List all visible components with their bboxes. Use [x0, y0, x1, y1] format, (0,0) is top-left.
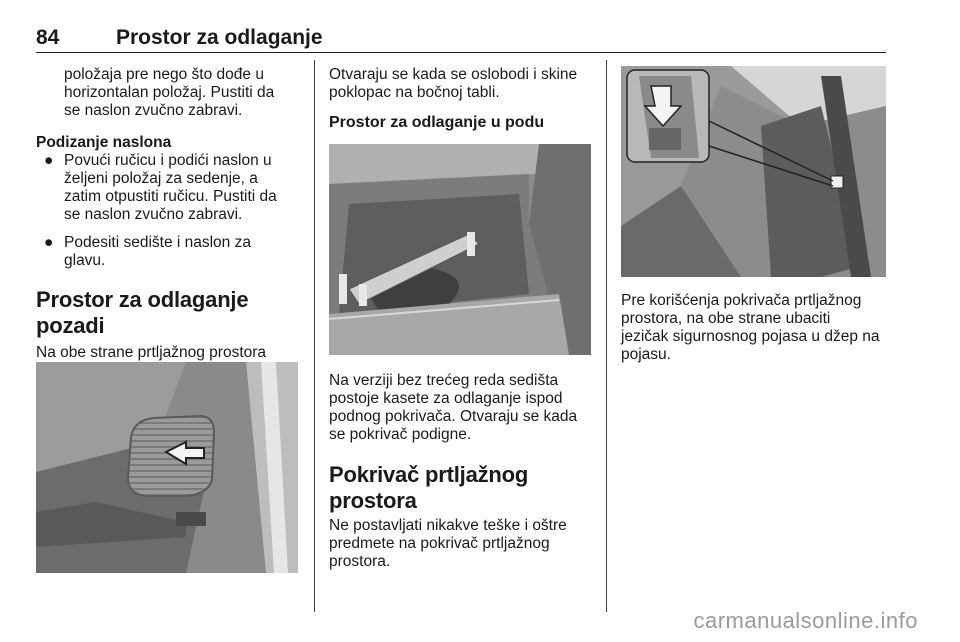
- text-line: prostora, na obe strane ubaciti: [621, 310, 831, 327]
- text-line: željeni položaj za sedenje, a: [64, 170, 258, 187]
- text-line: Na verziji bez trećeg reda sedišta: [329, 372, 559, 389]
- bullet-list: [36, 152, 306, 270]
- text-line: Otvaraju se kada se oslobodi i skine: [329, 66, 578, 83]
- text-line: postoje kasete za odlaganje ispod: [329, 390, 563, 407]
- floor-storage-illustration: [329, 144, 591, 355]
- page-number: 84: [36, 26, 60, 49]
- text-line: se naslon zvučno zabravi.: [64, 102, 243, 119]
- body-paragraph: [621, 292, 891, 364]
- text-line: zatim otpustiti ručicu. Pustiti da: [64, 188, 277, 205]
- subheading: Prostor za odlaganje u podu: [329, 114, 545, 131]
- body-paragraph: [329, 517, 599, 571]
- intro-paragraph: [329, 66, 599, 102]
- text-line: horizontalan položaj. Pustiti da: [64, 84, 275, 101]
- text-line: glavu.: [64, 252, 106, 269]
- column-divider: [606, 60, 607, 612]
- side-storage-illustration: [36, 362, 298, 573]
- text-line: Pre korišćenja pokrivača prtljažnog: [621, 292, 862, 309]
- text-line: Povući ručicu i podići naslon u: [64, 152, 272, 169]
- column-divider: [314, 60, 315, 612]
- text-line: predmete na pokrivač prtljažnog: [329, 535, 550, 552]
- column-left: [36, 66, 306, 380]
- text-line: Ne postavljati nikakve teške i oštre: [329, 517, 567, 534]
- page-title: Prostor za odlaganje: [116, 26, 323, 49]
- section-heading: Prostor za odlaganje pozadi: [36, 287, 249, 338]
- column-right: [621, 292, 891, 364]
- bullet-icon: ●: [44, 152, 54, 169]
- text-line: jezičak sigurnosnog pojasa u džep na: [621, 328, 880, 345]
- text-line: poklopac na bočnoj tabli.: [329, 84, 500, 101]
- text-line: se pokrivač podigne.: [329, 426, 472, 443]
- site-watermark: carmanualsonline.info: [693, 608, 918, 633]
- text-line: položaja pre nego što dođe u: [64, 66, 264, 83]
- page-header: [36, 22, 886, 53]
- text-line: Podesiti sedište i naslon za: [64, 234, 251, 251]
- column-middle-lower: [329, 372, 599, 571]
- bullet-icon: ●: [44, 234, 54, 251]
- text-line: pojasu.: [621, 346, 671, 363]
- text-line: se naslon zvučno zabravi.: [64, 206, 243, 223]
- intro-paragraph: [36, 66, 306, 120]
- section-heading: Pokrivač prtljažnog prostora: [329, 462, 529, 513]
- text-line: prostora.: [329, 553, 391, 570]
- bullet-item: [36, 234, 306, 270]
- text-line: podnog pokrivača. Otvaraju se kada: [329, 408, 578, 425]
- bullet-item: [36, 152, 306, 224]
- caption-paragraph: [329, 372, 599, 444]
- text-line: Na obe strane prtljažnog prostora: [36, 344, 267, 361]
- column-middle: [329, 66, 599, 132]
- subheading: Podizanje naslona: [36, 134, 172, 151]
- seatbelt-pocket-illustration: [621, 66, 886, 277]
